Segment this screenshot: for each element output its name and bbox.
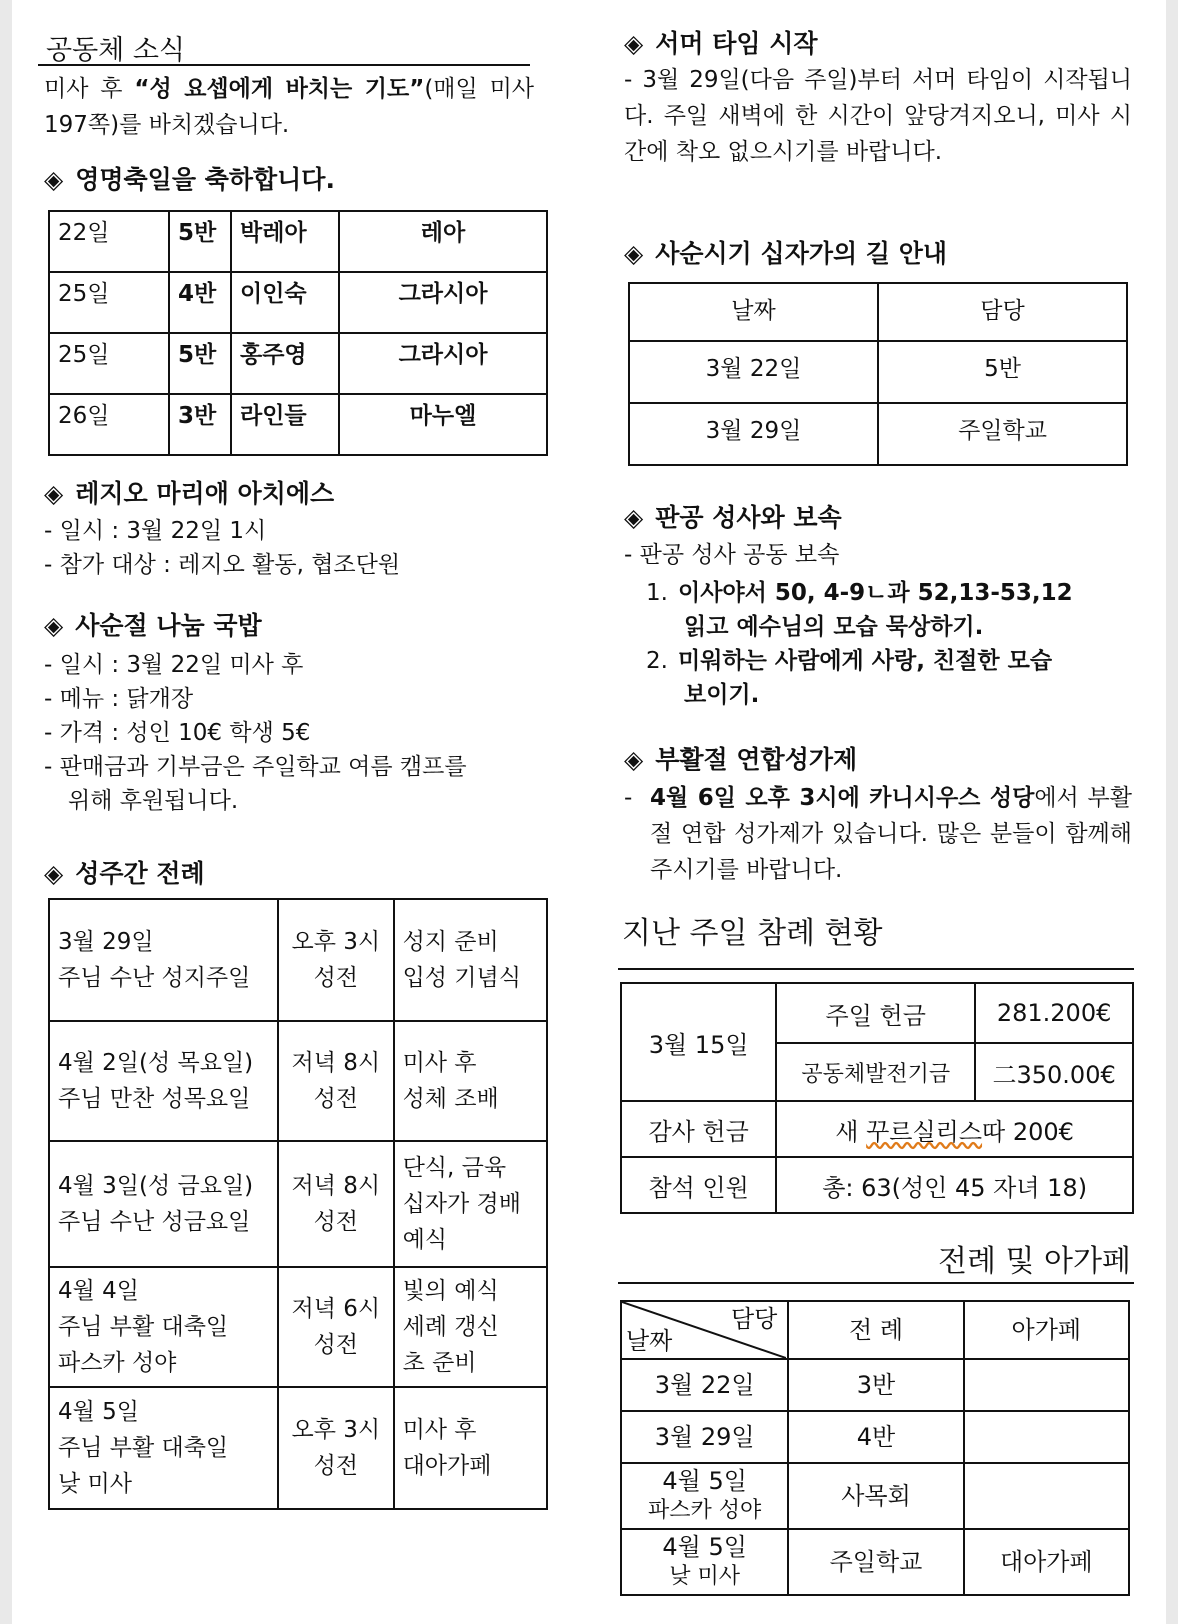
- community-news-section: [44, 28, 549, 143]
- penance-num: 2.: [646, 648, 668, 674]
- saint-cell: 마누엘: [339, 394, 547, 455]
- stations-date: 3월 29일: [629, 403, 878, 465]
- header-duty: 담당: [878, 283, 1127, 341]
- liturgy-date-line: 4월 5일: [662, 1533, 747, 1561]
- penance-text: [678, 576, 1073, 644]
- choir-dash: -: [624, 785, 633, 811]
- penance-line: 읽고 예수님의 모습 묵상하기.: [684, 614, 984, 640]
- diamond-icon: ◈: [624, 29, 644, 58]
- holy-time-line: 성전: [313, 1453, 359, 1479]
- holy-time-line: 오후 3시: [291, 1417, 381, 1443]
- holy-note-line: 대아가페: [402, 1453, 492, 1479]
- people-label: 참석 인원: [621, 1157, 776, 1213]
- community-news-text: [44, 71, 534, 143]
- holy-time-line: 성전: [313, 1209, 359, 1235]
- lent-meal-line: - 가격 : 성인 10€ 학생 5€: [44, 720, 311, 746]
- penance-line: 보이기.: [684, 682, 760, 708]
- liturgy-rule: [618, 1282, 1134, 1284]
- diamond-icon: ◈: [624, 745, 644, 774]
- liturgy-date: [621, 1411, 788, 1463]
- holy-date-line: 주님 부활 대축일: [58, 1435, 229, 1461]
- day-cell: 22일: [49, 211, 169, 272]
- name-cell: 홍주영: [231, 333, 339, 394]
- holy-time-line: 저녁 8시: [291, 1173, 381, 1199]
- holy-date-cell: [49, 1141, 278, 1267]
- offering-label: 주일 헌금: [776, 983, 975, 1043]
- holy-week-row: [49, 899, 547, 1021]
- holy-week-section-title: ◈ 성주간 전례: [44, 859, 205, 888]
- liturgy-row: [621, 1359, 1129, 1411]
- holy-week-row: [49, 1387, 547, 1509]
- fund-label: 공동체발전기금: [776, 1043, 975, 1101]
- holy-date-line: 주님 수난 성지주일: [58, 965, 251, 991]
- feast-table: [48, 210, 548, 456]
- liturgy-date-sub: 파스카 성야: [648, 1498, 762, 1523]
- thanks-label: 감사 헌금: [621, 1101, 776, 1157]
- name-cell: 이인숙: [231, 272, 339, 333]
- liturgy-duty: 4반: [788, 1411, 963, 1463]
- col-agape: 아가페: [964, 1301, 1129, 1359]
- holy-week-row: [49, 1267, 547, 1387]
- holy-date-cell: [49, 899, 278, 1021]
- corner-duty: 담당: [730, 1305, 778, 1333]
- header-date: 날짜: [629, 283, 878, 341]
- legio-lines: [44, 514, 400, 582]
- liturgy-duty: 주일학교: [788, 1529, 963, 1595]
- holy-week-row: [49, 1021, 547, 1141]
- holy-date-line: 파스카 성야: [58, 1350, 177, 1376]
- holy-note-line: 초 준비: [402, 1350, 477, 1376]
- page-edge-left: [0, 0, 12, 1624]
- liturgy-date: [621, 1529, 788, 1595]
- prayer-name: “성 요셉에게 바치는 기도”: [134, 76, 425, 102]
- penance-item: [646, 576, 1073, 644]
- penance-line: 이사야서 50, 4-9ㄴ과 52,13-53,12: [678, 580, 1073, 606]
- thanks-name: 꾸르실리스: [866, 1117, 983, 1146]
- holy-time-cell: [278, 1141, 394, 1267]
- liturgy-duty: 3반: [788, 1359, 963, 1411]
- holy-date-line: 4월 4일: [58, 1278, 140, 1304]
- liturgy-title: 전례 및 아가페: [938, 1244, 1131, 1279]
- diamond-icon: ◈: [44, 611, 64, 640]
- liturgy-date: [621, 1463, 788, 1529]
- holy-time-cell: [278, 899, 394, 1021]
- penance-body: [624, 538, 1073, 712]
- stations-duty: 주일학교: [878, 403, 1127, 465]
- holy-date-line: 주님 부활 대축일: [58, 1314, 229, 1340]
- liturgy-date-line: 3월 22일: [654, 1371, 755, 1399]
- holy-note-line: 빛의 예식: [402, 1278, 499, 1304]
- lent-meal-line: - 메뉴 : 닭개장: [44, 686, 194, 712]
- holy-date-line: 주님 수난 성금요일: [58, 1209, 251, 1235]
- feast-row: [49, 272, 547, 333]
- holy-note-line: 단식, 금육: [402, 1155, 507, 1181]
- holy-time-line: 성전: [313, 1086, 359, 1112]
- holy-note-line: 미사 후: [402, 1050, 477, 1076]
- penance-section-title: ◈ 판공 성사와 보속: [624, 503, 842, 532]
- title-underline: [38, 64, 530, 66]
- text-before: 미사 후: [44, 76, 135, 102]
- liturgy-date-sub: 낮 미사: [669, 1564, 741, 1589]
- holy-note-cell: [394, 899, 547, 1021]
- lent-meal-line: 위해 후원됩니다.: [68, 788, 239, 814]
- stations-duty: 5반: [878, 341, 1127, 403]
- saint-cell: 그라시아: [339, 333, 547, 394]
- corner-date: 날짜: [626, 1327, 673, 1355]
- holy-note-line: 미사 후: [402, 1417, 477, 1443]
- group-cell: 5반: [169, 333, 231, 394]
- summer-time-section-title: ◈ 서머 타임 시작: [624, 29, 818, 58]
- diamond-icon: ◈: [44, 859, 64, 888]
- lent-meal-lines: [44, 648, 467, 818]
- stations-row: [629, 341, 1127, 403]
- holy-note-cell: [394, 1387, 547, 1509]
- name-cell: 박레아: [231, 211, 339, 272]
- holy-date-cell: [49, 1021, 278, 1141]
- community-news-title: 공동체 소식: [46, 35, 185, 66]
- liturgy-date: [621, 1359, 788, 1411]
- penance-line: 미워하는 사람에게 사랑, 친절한 모습: [678, 648, 1053, 674]
- liturgy-agape: [964, 1463, 1129, 1529]
- corner-cell: [621, 1301, 788, 1359]
- holy-note-line: 성체 조배: [402, 1086, 499, 1112]
- choir-rest: 에서 부활절 연합 성가제가 있습니다. 많은 분들이 함께해 주시기를 바랍니다.: [650, 785, 1132, 883]
- day-cell: 25일: [49, 333, 169, 394]
- legio-line: - 참가 대상 : 레지오 활동, 협조단원: [44, 552, 401, 578]
- holy-time-line: 저녁 8시: [291, 1050, 381, 1076]
- holy-time-cell: [278, 1387, 394, 1509]
- liturgy-agape: 대아가페: [964, 1529, 1129, 1595]
- feast-row: [49, 394, 547, 455]
- diamond-icon: ◈: [624, 503, 644, 532]
- holy-week-row: [49, 1141, 547, 1267]
- text-after: (매일 미사 197쪽)를 바치겠습니다.: [44, 76, 535, 138]
- page-edge-right: [1166, 0, 1178, 1624]
- holy-date-line: 3월 29일: [58, 929, 154, 955]
- holy-note-line: 성지 준비: [402, 929, 499, 955]
- holy-note-cell: [394, 1267, 547, 1387]
- summer-time-text: - 3월 29일(다음 주일)부터 서머 타임이 시작됩니다. 주일 새벽에 한 시간이 앞당겨지오니, 미사 시간에 착오 없으시기를 바랍니다.: [624, 67, 1132, 165]
- attendance-date: 3월 15일: [621, 983, 776, 1101]
- liturgy-duty: 사목회: [788, 1463, 963, 1529]
- liturgy-row: [621, 1411, 1129, 1463]
- feast-row: [49, 333, 547, 394]
- holy-note-line: 예식: [402, 1227, 447, 1253]
- holy-time-cell: [278, 1267, 394, 1387]
- lent-meal-section-title: ◈ 사순절 나눔 국밥: [44, 611, 262, 640]
- day-cell: 26일: [49, 394, 169, 455]
- feast-section-title: ◈ 영명축일을 축하합니다.: [44, 165, 335, 194]
- stations-date: 3월 22일: [629, 341, 878, 403]
- penance-text: [678, 644, 1052, 712]
- lent-meal-line: - 판매금과 기부금은 주일학교 여름 캠프를: [44, 754, 467, 780]
- liturgy-agape: [964, 1359, 1129, 1411]
- penance-num: 1.: [646, 580, 668, 606]
- diamond-icon: ◈: [624, 239, 644, 268]
- feast-row: [49, 211, 547, 272]
- group-cell: 3반: [169, 394, 231, 455]
- holy-time-line: 성전: [313, 965, 359, 991]
- holy-time-line: 성전: [313, 1332, 359, 1358]
- holy-date-line: 4월 3일(성 금요일): [58, 1173, 254, 1199]
- attendance-table: [620, 982, 1134, 1214]
- attendance-title: 지난 주일 참례 현황: [622, 916, 883, 951]
- liturgy-row: [621, 1463, 1129, 1529]
- holy-date-line: 4월 2일(성 목요일): [58, 1050, 254, 1076]
- holy-date-line: 낮 미사: [58, 1471, 132, 1497]
- saint-cell: 그라시아: [339, 272, 547, 333]
- stations-table: [628, 282, 1128, 466]
- legio-section-title: ◈ 레지오 마리애 아치에스: [44, 479, 335, 508]
- holy-note-cell: [394, 1021, 547, 1141]
- holy-week-table: [48, 898, 548, 1510]
- holy-date-cell: [49, 1267, 278, 1387]
- liturgy-date-line: 4월 5일: [662, 1467, 747, 1495]
- holy-date-line: 4월 5일: [58, 1399, 140, 1425]
- holy-date-line: 주님 만찬 성목요일: [58, 1086, 251, 1112]
- holy-note-cell: [394, 1141, 547, 1267]
- lent-meal-line: - 일시 : 3월 22일 미사 후: [44, 652, 304, 678]
- holy-date-cell: [49, 1387, 278, 1509]
- liturgy-agape: [964, 1411, 1129, 1463]
- diamond-icon: ◈: [44, 165, 64, 194]
- people-value: 총: 63(성인 45 자녀 18): [776, 1157, 1133, 1213]
- stations-section-title: ◈ 사순시기 십자가의 길 안내: [624, 239, 947, 268]
- liturgy-row: [621, 1529, 1129, 1595]
- penance-intro: - 판공 성사 공동 보속: [624, 542, 840, 568]
- diamond-icon: ◈: [44, 479, 64, 508]
- choir-section-title: ◈ 부활절 연합성가제: [624, 745, 858, 774]
- fund-value: 二350.00€: [975, 1043, 1133, 1101]
- choir-bold: 4월 6일 오후 3시에 카니시우스 성당: [650, 785, 1035, 811]
- liturgy-date-line: 3월 29일: [654, 1423, 755, 1451]
- offering-value: 281.200€: [975, 983, 1133, 1043]
- thanks-value: 새 꾸르실리스따 200€: [776, 1101, 1133, 1157]
- col-liturgy: 전 례: [788, 1301, 963, 1359]
- stations-row: [629, 403, 1127, 465]
- legio-line: - 일시 : 3월 22일 1시: [44, 518, 267, 544]
- holy-note-line: 입성 기념식: [402, 965, 521, 991]
- holy-note-line: 십자가 경배: [402, 1191, 521, 1217]
- holy-note-line: 세례 갱신: [402, 1314, 499, 1340]
- holy-time-line: 오후 3시: [291, 929, 381, 955]
- holy-time-cell: [278, 1021, 394, 1141]
- penance-item: [646, 644, 1073, 712]
- choir-text: [624, 780, 1132, 888]
- holy-time-line: 저녁 6시: [291, 1296, 381, 1322]
- saint-cell: 레아: [339, 211, 547, 272]
- group-cell: 4반: [169, 272, 231, 333]
- liturgy-table: [620, 1300, 1130, 1596]
- attendance-rule: [618, 968, 1134, 970]
- name-cell: 라인들: [231, 394, 339, 455]
- day-cell: 25일: [49, 272, 169, 333]
- group-cell: 5반: [169, 211, 231, 272]
